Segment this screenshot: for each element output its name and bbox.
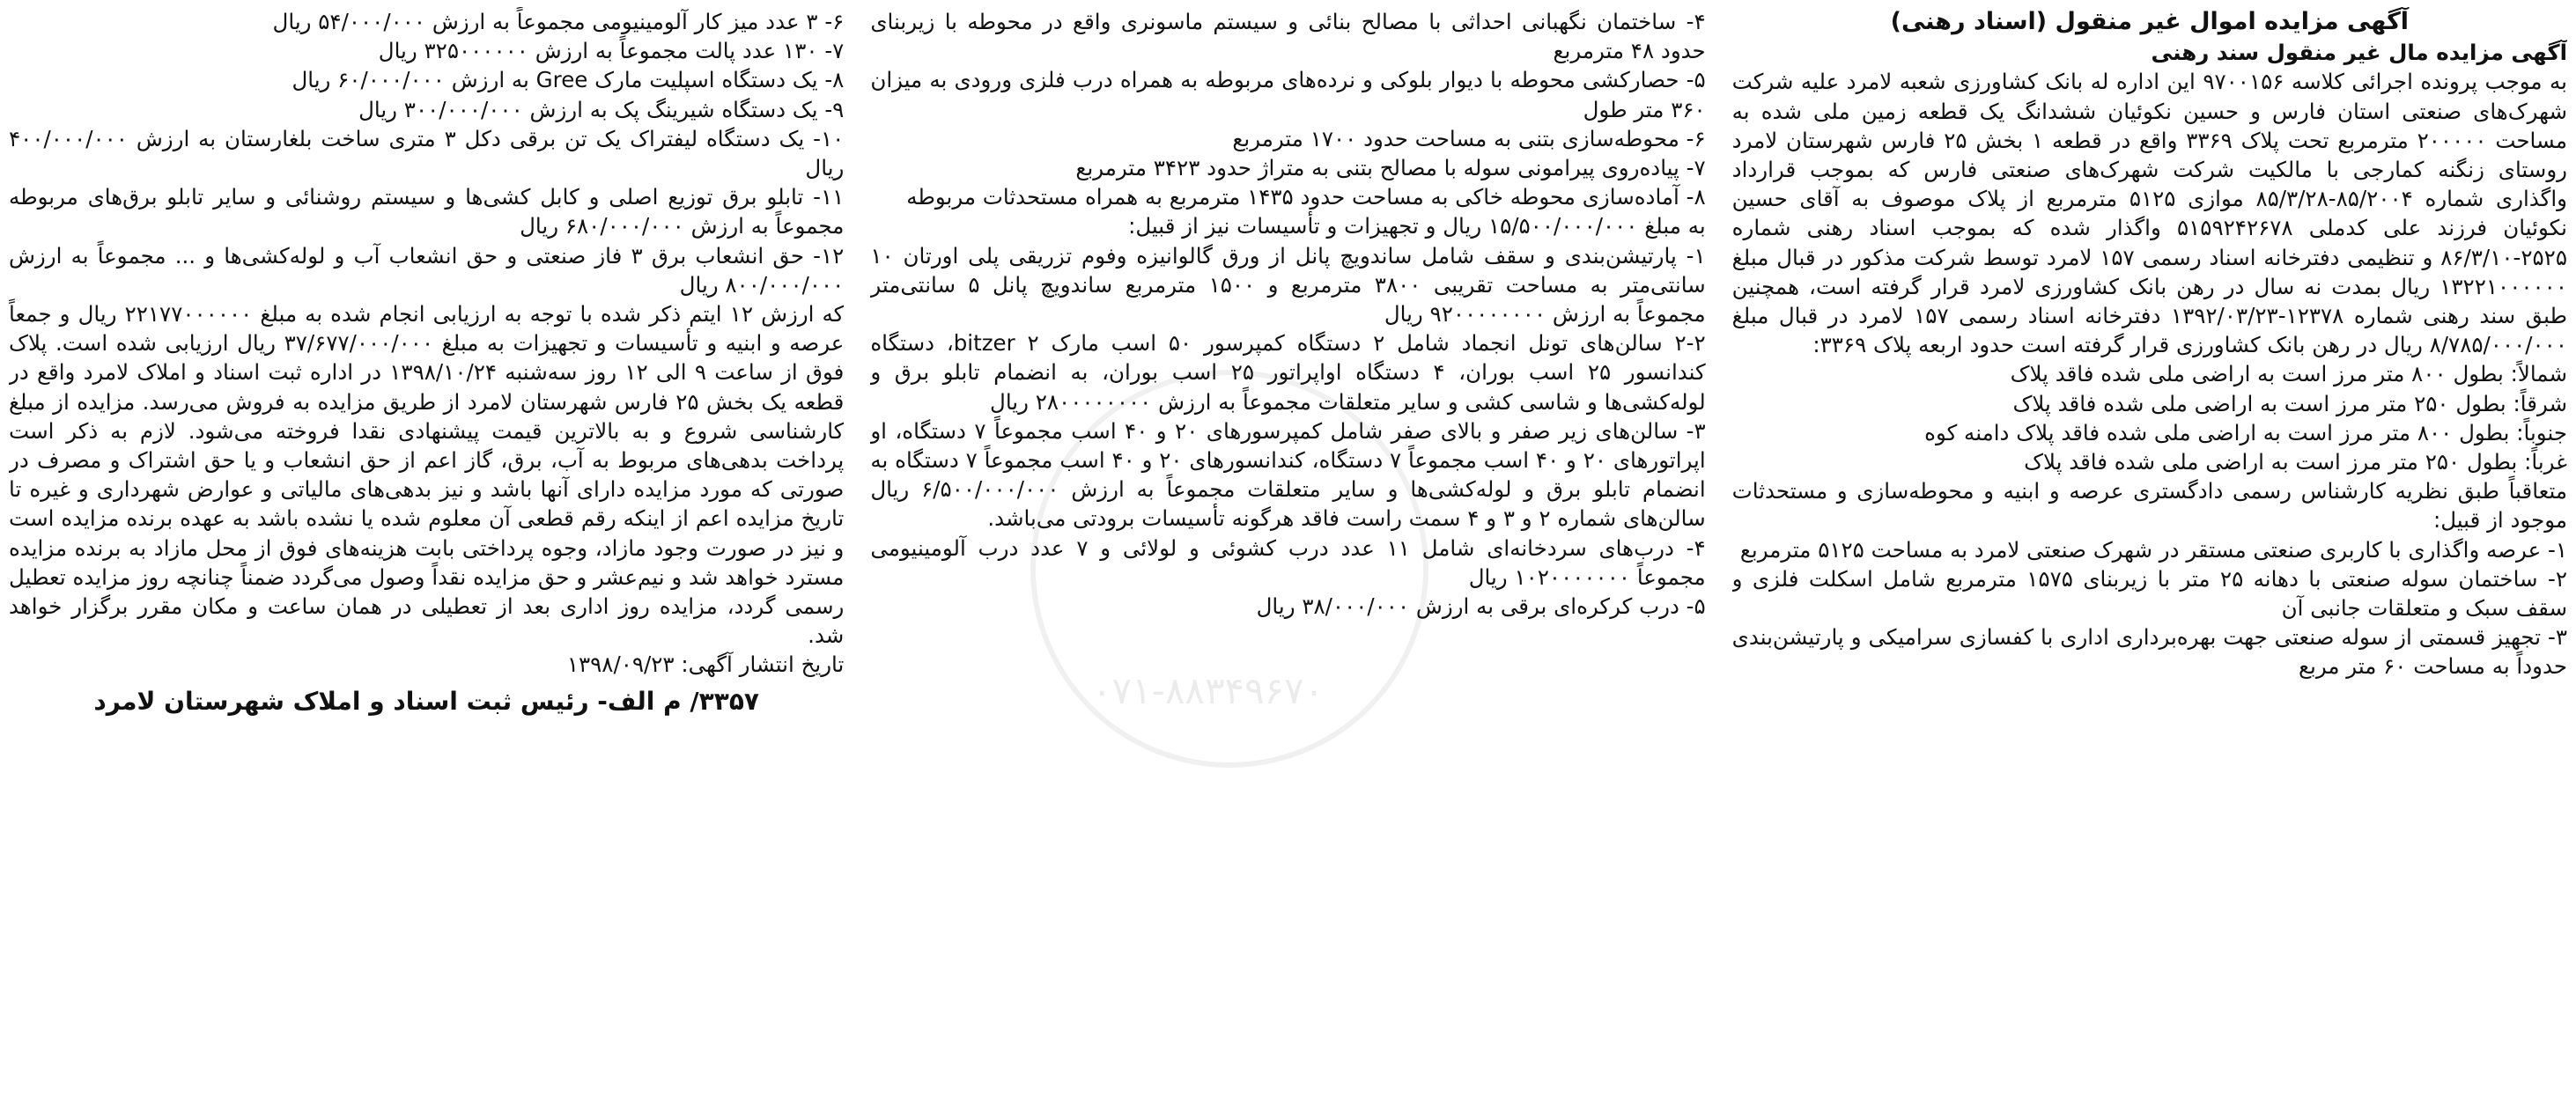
publish-date: تاریخ انتشار آگهی: ۱۳۹۸/۰۹/۲۳ [566,652,845,678]
boundary-east: شرقاً: بطول ۲۵۰ متر مرز است به اراضی ملی شده فاقد پلاک [2012,390,2567,416]
list-item: ۹- یک دستگاه شیرینگ پک به ارزش ۳۰۰/۰۰۰/۰۰۰ ریال [358,96,845,122]
list-item: ۱- عرصه واگذاری با کاربری صنعتی مستقر در شهرک صنعتی لامرد به مساحت ۵۱۲۵ مترمربع [1739,536,2567,563]
list-item: ۶- ۳ عدد میز کار آلومینیومی مجموعاً به ارزش ۵۴/۰۰۰/۰۰۰ ریال [272,9,845,34]
list-item: ۳- سالن‌های زیر صفر و بالای صفر شامل کمپرسورهای ۲۰ و ۴۰ اسب مجموعاً ۷ دستگاه، او اپراتورهای ۲۰ و ۴۰ اسب مجموعاً ۷ دستگاه، کندانسورهای ۲۰ و ۴۰ اسب مجموعاً ۷ دستگاه به انضمام تابلو برق و لوله‌کشی‌ها و سایر متعلقات مجموعاً به ارزش ۶/۵۰۰/۰۰۰/۰۰۰ ریال سالن‌های شماره ۲ و ۳ و ۴ سمت راست فاقد هرگونه تأسیسات برودتی می‌باشد. [870,417,1706,532]
list-item: ۲- ساختمان سوله صنعتی با دهانه ۲۵ متر با زیربنای ۱۵۷۵ مترمربع شامل اسکلت فلزی و سقف سبک و متعلقات جانبی آن [1731,565,2567,622]
paragraph: به مبلغ ۱۵/۵۰۰/۰۰۰/۰۰۰ ریال و تجهیزات و تأسیسات نیز از قبیل: [1128,213,1706,239]
column-right [1732,7,2567,1090]
list-item: ۵- درب کرکره‌ای برقی به ارزش ۳۸/۰۰۰/۰۰۰ ریال [1256,593,1706,620]
list-item: ۱- پارتیشن‌بندی و سقف شامل ساندویچ پانل از ورق گالوانیزه وفوم تزریقی پلی اورتان ۱۰ سانتی‌متر به مساحت تقریبی ۳۸۰۰ مترمربع و ۱۵۰۰ مترمربع ساندویچ پانل ۵ سانتی‌متر مجموعاً به ارزش ۹۲۰۰۰۰۰۰۰۰ ریال [870,242,1706,328]
paragraph: به موجب پرونده اجرائی کلاسه ۹۷۰۰۱۵۶ این اداره له بانک کشاورزی شعبه لامرد علیه شرکت شهرک‌های صنعتی استان فارس و حسین نکوئیان ششدانگ یک قطعه زمین ملی شده به مساحت ۲۰۰۰۰۰ مترمربع تحت پلاک ۳۳۶۹ واقع در قطعه ۱ بخش ۲۵ فارس شهرستان لامرد روستای زنگنه کمارجی با مالکیت شرکت شهرک‌های صنعتی فارس که بموجب قرارداد واگذاری شماره ۸۵/۲۰۰۴-۸۵/۳/۲۸ موازی ۵۱۲۵ مترمربع از پلاک موصوف به آقای حسین نکوئیان فرزند علی کدملی ۵۱۵۹۲۴۲۶۷۸ واگذار شده که بموجب اسناد رهنی شماره ۲۵۲۵-۸۶/۳/۱۰ و تنظیمی دفترخانه اسناد رسمی ۱۵۷ لامرد توسط شرکت مذکور در قبال مبلغ ۱۳۲۲۱۰۰۰۰۰۰ ریال بمدت نه سال در رهن بانک کشاورزی لامرد قرار گرفته است، همچنین طبق سند رهنی شماره ۱۲۳۷۸-۱۳۹۲/۰۳/۲۳ دفترخانه اسناد رسمی ۱۵۷ لامرد در قبال مبلغ ۸/۷۸۵/۰۰۰/۰۰۰ ریال در رهن بانک کشاورزی قرار گرفته است حدود اربعه پلاک ۳۳۶۹: [1731,69,2567,358]
phone-watermark: ۰۷۱-۸۸۳۴۹۶۷۰ [1092,669,1325,712]
paragraph: که ارزش ۱۲ ایتم ذکر شده با توجه به ارزیابی انجام شده به مبلغ ۲۲۱۷۷۰۰۰۰۰۰ ریال و جمعاً عرصه و ابنیه و تأسیسات و تجهیزات به مبلغ ۳۷/۶۷۷/۰۰۰/۰۰۰ ریال ارزیابی شده است. پلاک فوق از ساعت ۹ الی ۱۲ روز سه‌شنبه ۱۳۹۸/۱۰/۲۴ در اداره ثبت اسناد و املاک لامرد واقع در قطعه یک بخش ۲۵ فارس شهرستان لامرد از طریق مزایده به فروش می‌رسد. مزایده از مبلغ کارشناسی شروع و به بالاترین قیمت پیشنهادی نقدا فروخته می‌شود. لازم به ذکر است پرداخت بدهی‌های مربوط به آب، برق، گاز اعم از حق انشعاب و یا حق اشتراک و مصرف در صورتی که مورد مزایده دارای آنها باشد و نیز بدهی‌های مالیاتی و عوارض شهرداری و غیره تا تاریخ مزایده اعم از اینکه رقم قطعی آن معلوم شده یا نشده باشد به عهده برنده مزایده است و نیز در صورت وجود مازاد، وجوه پرداختی بابت هزینه‌های فوق از محل مازاد به برنده مزایده مسترد خواهد شد و نیم‌عشر و حق مزایده نقداً وصول می‌گردد ضمناً چنانچه روز مزایده تعطیل رسمی گردد، مزایده روز اداری بعد از تعطیلی در همان ساعت و مکان مقرر برگزار خواهد شد. [9,301,845,649]
paragraph: متعاقباً طبق نظریه کارشناس رسمی دادگستری عرصه و ابنیه و محوطه‌سازی و مستحدثات موجود از قبیل: [1731,478,2567,534]
list-item: ۵- حصارکشی محوطه با دیوار بلوکی و نرده‌های مربوطه به همراه درب فلزی ورودی به میزان ۳۶۰ متر طول [870,67,1706,122]
list-item: ۷- پیاده‌روی پیرامونی سوله با مصالح بتنی به متراژ حدود ۳۴۲۳ مترمربع [1075,155,1706,181]
signature: ۳۳۵۷/ م الف- رئیس ثبت اسناد و املاک شهرستان لامرد [93,686,759,716]
list-item: ۷- ۱۳۰ عدد پالت مجموعاً به ارزش ۳۲۵۰۰۰۰۰۰ ریال [378,38,845,64]
list-item: ۸- آماده‌سازی محوطه خاکی به مساحت حدود ۱۴۳۵ مترمربع به همراه مستحدثات مربوطه [906,184,1706,210]
list-item: ۲-۲ سالن‌های تونل انجماد شامل ۲ دستگاه کمپرسور ۵۰ اسب مارک bitzer ۲، دستگاه کندانسور ۲۵ اسب بوران، ۴ دستگاه اواپراتور ۲۵ اسب بوران، به انضمام تابلو برق و لوله‌کشی‌ها و شاسی کشی و سایر متعلقات مجموعاً به ارزش ۲۸۰۰۰۰۰۰۰۰ ریال [870,330,1706,415]
boundary-north: شمالاً: بطول ۸۰۰ متر مرز است به اراضی ملی شده فاقد پلاک [2010,361,2567,387]
list-item: ۱۰- یک دستگاه لیفتراک یک تن برقی دکل ۳ متری ساخت بلغارستان به ارزش ۴۰۰/۰۰۰/۰۰۰ ریال [9,125,845,181]
list-item: ۳- تجهیز قسمتی از سوله صنعتی جهت بهره‌برداری اداری با کفسازی سرامیکی و پارتیشن‌بندی حدوداً به مساحت ۶۰ متر مربع [1731,624,2567,680]
boundary-south: جنوباً: بطول ۸۰۰ متر مرز است به اراضی ملی شده فاقد پلاک دامنه کوه [1924,419,2567,445]
column-left [9,7,844,1090]
notice-subtitle: آگهی مزایده مال غیر منقول سند رهنی [2151,40,2567,66]
boundary-west: غرباً: بطول ۲۵۰ متر مرز است به اراضی ملی شده فاقد پلاک [2024,449,2567,475]
notice-title: آگهی مزایده اموال غیر منقول (اسناد رهنی) [1890,8,2410,35]
list-item: ۸- یک دستگاه اسپلیت مارک Gree به ارزش ۶۰/۰۰۰/۰۰۰ ریال [292,67,845,93]
list-item: ۴- درب‌های سردخانه‌ای شامل ۱۱ عدد درب کشوئی و لولائی و ۷ عدد درب آلومینیومی مجموعاً ۱۰۲۰۰۰۰۰۰۰ ریال [870,534,1706,590]
list-item: ۴- ساختمان نگهبانی احداثی با مصالح بنائی و سیستم ماسونری واقع در محوطه با زیربنای حدود ۴۸ مترمربع [870,9,1706,64]
list-item: ۱۲- حق انشعاب برق ۳ فاز صنعتی و حق انشعاب آب و لوله‌کشی‌ها و ... مجموعاً به ارزش ۸۰۰/۰۰۰/۰۰۰ ریال [9,242,845,298]
list-item: ۶- محوطه‌سازی بتنی به مساحت حدود ۱۷۰۰ مترمربع [1232,125,1706,151]
list-item: ۱۱- تابلو برق توزیع اصلی و کابل کشی‌ها و سیستم روشنائی و سایر تابلو برق‌های مربوطه مجموعاً به ارزش ۶۸۰/۰۰۰/۰۰۰ ریال [9,184,845,239]
column-middle [870,7,1705,1090]
